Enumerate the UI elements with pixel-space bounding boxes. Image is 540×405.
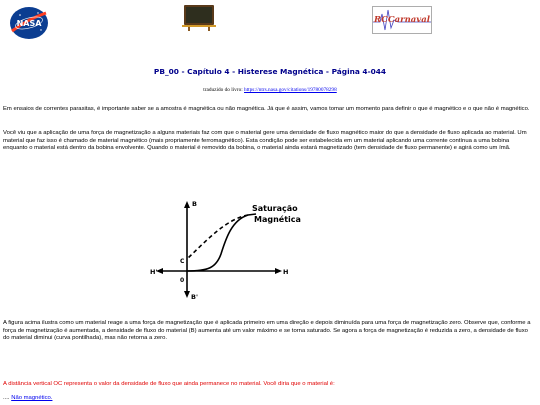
magnetization-curve (187, 214, 256, 271)
label-o: 0 (180, 277, 185, 284)
hysteresis-figure (148, 196, 308, 306)
page-title: PB_00 - Capítulo 4 - Histerese Magnética - Página 4-044 (153, 67, 387, 76)
h-axis-arrow-right (275, 268, 282, 274)
label-b-prime: B' (191, 293, 198, 301)
nasa-logo (8, 5, 50, 41)
credit-line (0, 87, 540, 93)
saturation-label-line1: Saturação (252, 204, 298, 213)
answer-line (3, 395, 535, 403)
svg-text:NASA: NASA (16, 19, 42, 28)
rccarnaval-logo (372, 6, 432, 34)
intro-paragraph: Em ensaios de correntes parasitas, é importante saber se a amostra é magnética ou não magnética. Já que é assim, vamos tomar um momento para definir o que é magnético e o que não é magnético. (3, 106, 530, 112)
b-axis-arrow-up (184, 201, 190, 208)
credit-link[interactable]: https://ntrs.nasa.gov/citations/19780078298 (244, 87, 337, 93)
label-h: H (283, 268, 289, 276)
magnetization-paragraph: Você viu que a aplicação de uma força de magnetização a alguns materiais faz com que o material gere uma densidade de fluxo magnético maior do que a densidade de fluxo aplicada ao material. Um material que faz isso é chamado de material magnético (mais propriamente ferromagnético). Esta condição pode ser estabelecida em um material aplicando uma corrente contínua a uma bobina enquanto o material está dentro da bobina envolvente. Quando o material é removido da bobina, o material ainda estará magnetizado (tem densidade de fluxo permanente) e agirá como um ímã. (3, 130, 527, 152)
label-h-prime: H' (150, 268, 158, 276)
question-text: A distância vertical OC representa o valor da densidade de fluxo que ainda permanece no material. Você diria que o material é: (3, 381, 335, 387)
label-b: B (192, 200, 197, 208)
saturation-label-line2: Magnética (254, 215, 301, 224)
credit-prefix: traduzido do livro: (203, 87, 243, 93)
answer-prefix: .... (3, 395, 10, 401)
blackboard-icon (176, 3, 222, 31)
answer-link-non-magnetic[interactable]: Não magnético. (11, 395, 53, 401)
figure-explanation-paragraph: A figura acima ilustra como um material reage a uma força de magnetização que é aplicada primeiro em uma direção e depois diminuída para uma força de magnetização zero. Observe que, conforme a força de magnetização é aumentada, a densidade de fluxo do material (B) aumenta até um valor máximo e se torna saturado. Se agora a força de magnetização é reduzida a zero, a densidade de fluxo do material diminui (curva pontilhada), mas não retorna a zero. (3, 320, 531, 342)
residual-curve (187, 215, 248, 259)
b-axis-arrow-down (184, 291, 190, 298)
label-c: C (180, 258, 185, 265)
logo-text: RCCarnaval (374, 15, 430, 25)
